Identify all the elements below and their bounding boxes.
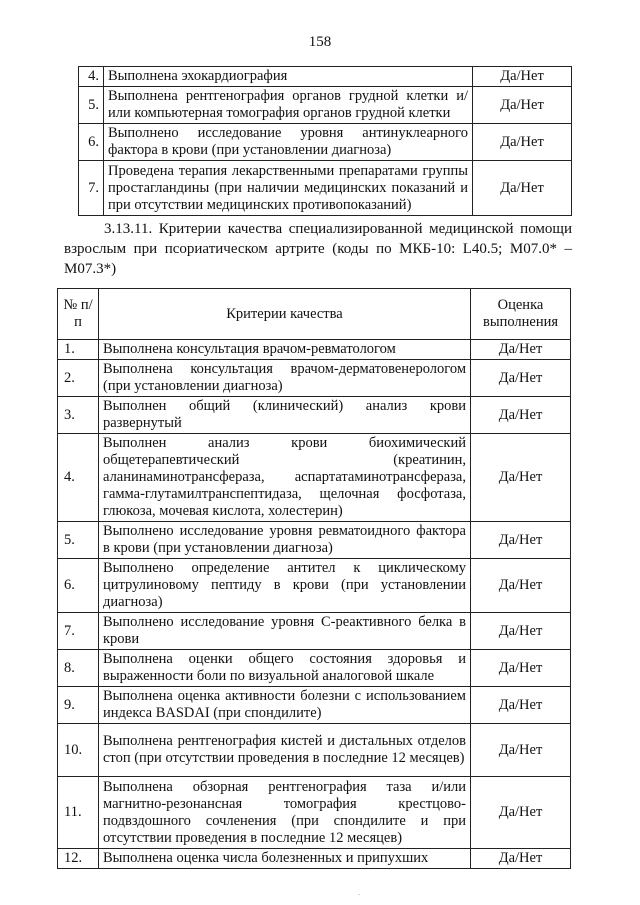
row-number: 11. [58,777,99,849]
table-row [79,124,572,161]
assessment-value: Да/Нет [471,559,571,613]
row-number: 3. [58,397,99,434]
criterion-text: Выполнена оценки общего состояния здоровья и выраженности боли по визуальной аналоговой шкале [99,650,471,687]
assessment-value: Да/Нет [471,849,571,869]
assessment-value: Да/Нет [473,161,572,216]
row-number: 2. [58,360,99,397]
row-number: 1. [58,340,99,360]
criteria-table [57,288,571,869]
criterion-text: Выполнена консультация врачом-ревматологом [99,340,471,360]
row-number: 5. [79,87,104,124]
assessment-value: Да/Нет [471,777,571,849]
table-row [58,397,571,434]
table-row [58,849,571,869]
table-row [58,687,571,724]
table-row [79,87,572,124]
table-row [79,67,572,87]
table-row [58,724,571,777]
row-number: 6. [58,559,99,613]
row-number: 7. [79,161,104,216]
header-assessment: Оценка выполнения [471,289,571,340]
section-heading: 3.13.11. Критерии качества специализированной медицинской помощи взрослым при псориатическом артрите (коды по МКБ-10: L40.5; M07.0* – M07.3*) [64,221,572,277]
header-number: № п/п [58,289,99,340]
assessment-value: Да/Нет [471,522,571,559]
assessment-value: Да/Нет [471,613,571,650]
criterion-text: Выполнена оценка активности болезни с использованием индекса BASDAI (при спондилите) [99,687,471,724]
table-header-row [58,289,571,340]
assessment-value: Да/Нет [471,360,571,397]
table-row [58,434,571,522]
criterion-text: Выполнена рентгенография органов грудной клетки и/или компьютерная томография органов грудной клетки [104,87,473,124]
table-row [58,360,571,397]
assessment-value: Да/Нет [471,340,571,360]
row-number: 9. [58,687,99,724]
criterion-text: Выполнена консультация врачом-дерматовенерологом (при установлении диагноза) [99,360,471,397]
criterion-text: Выполнена эхокардиография [104,67,473,87]
row-number: 12. [58,849,99,869]
row-number: 5. [58,522,99,559]
criterion-text: Выполнено исследование уровня антинуклеарного фактора в крови (при установлении диагноза) [104,124,473,161]
criterion-text: Выполнен анализ крови биохимический общетерапевтический (креатинин, аланинаминотрансфераза, аспартатаминотрансфераза, гамма-глутамилтранспептидаза, щелочная фосфотаза, глюкоза, мочевая кислота, холестерин) [99,434,471,522]
table-row [58,340,571,360]
table-row [58,650,571,687]
table-row [58,559,571,613]
row-number: 6. [79,124,104,161]
criterion-text: Выполнена рентгенография кистей и дистальных отделов стоп (при отсутствии проведения в последние 12 месяцев) [99,724,471,777]
row-number: 4. [58,434,99,522]
row-number: 8. [58,650,99,687]
assessment-value: Да/Нет [471,397,571,434]
assessment-value: Да/Нет [471,687,571,724]
criterion-text: Проведена терапия лекарственными препаратами группы простагландины (при наличии медицинских показаний и при отсутствии медицинских противопоказаний) [104,161,473,216]
assessment-value: Да/Нет [471,434,571,522]
criterion-text: Выполнена обзорная рентгенография таза и/или магнитно-резонансная томография крестцово-подвздошного сочленения (при спондилите и при отсутствии проведения в последние 12 месяцев) [99,777,471,849]
criterion-text: Выполнен общий (клинический) анализ крови развернутый [99,397,471,434]
assessment-value: Да/Нет [471,650,571,687]
row-number: 7. [58,613,99,650]
table-row [58,613,571,650]
criterion-text: Выполнена оценка числа болезненных и припухших [99,849,471,869]
page-number: 158 [308,34,332,50]
header-criteria: Критерии качества [99,289,471,340]
assessment-value: Да/Нет [473,87,572,124]
table-row [79,161,572,216]
row-number: 10. [58,724,99,777]
table-row [58,522,571,559]
criterion-text: Выполнено исследование уровня С-реактивного белка в крови [99,613,471,650]
table-row [58,777,571,849]
criteria-table-continued [78,66,572,216]
assessment-value: Да/Нет [471,724,571,777]
assessment-value: Да/Нет [473,124,572,161]
assessment-value: Да/Нет [473,67,572,87]
scan-speck: . [358,888,360,897]
criterion-text: Выполнено определение антител к циклическому цитрулиновому пептиду в крови (при установлении диагноза) [99,559,471,613]
criterion-text: Выполнено исследование уровня ревматоидного фактора в крови (при установлении диагноза) [99,522,471,559]
row-number: 4. [79,67,104,87]
